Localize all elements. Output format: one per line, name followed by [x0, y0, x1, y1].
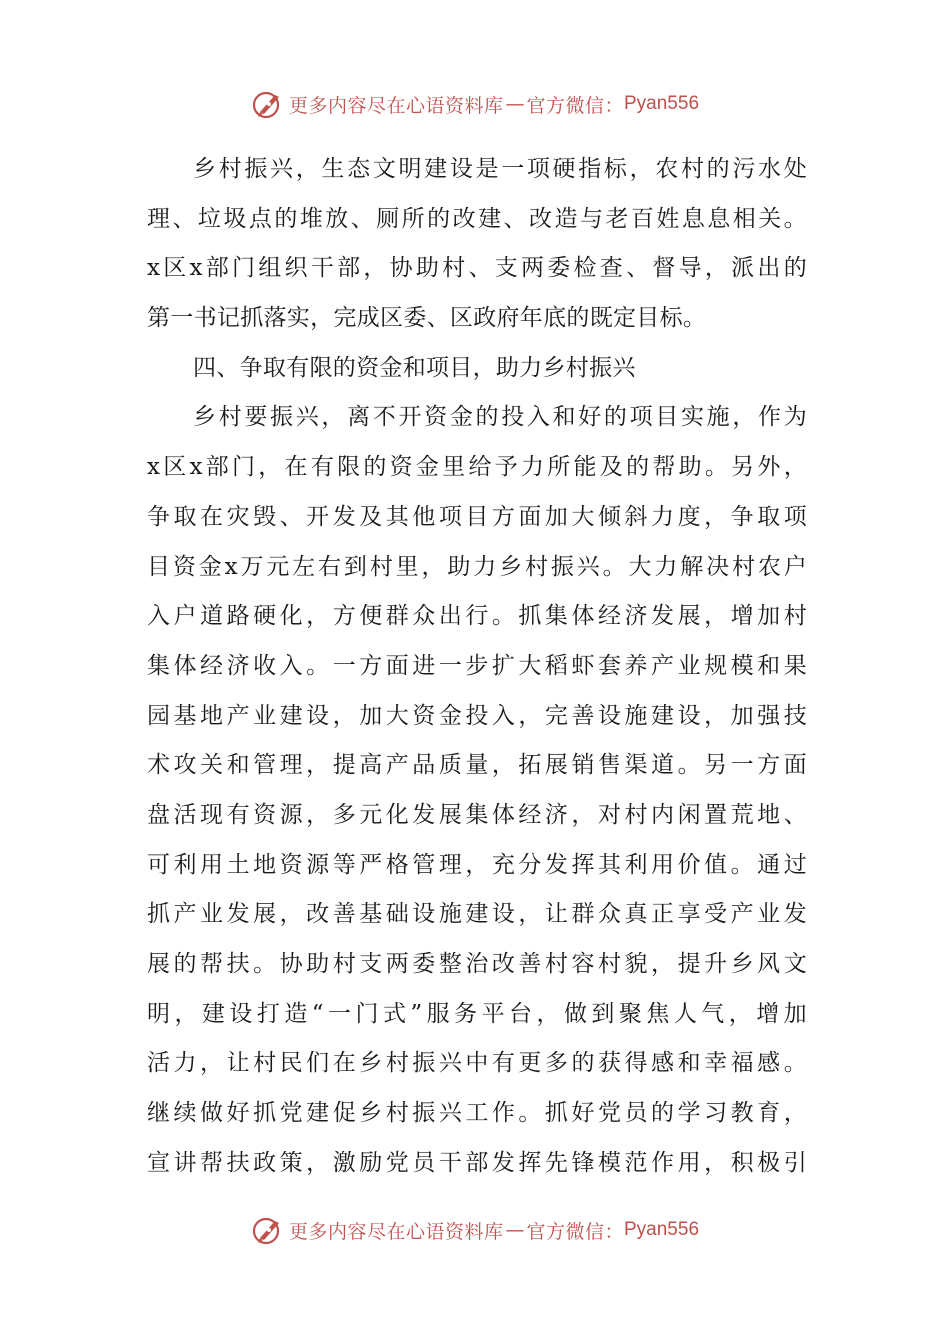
document-body — [147, 145, 807, 1188]
footer-watermark — [0, 1210, 950, 1250]
body-line: 继续做好抓党建促乡村振兴工作。抓好党员的学习教育， — [147, 1100, 807, 1127]
body-line: 争取在灾毁、开发及其他项目方面加大倾斜力度，争取项 — [147, 503, 807, 530]
watermark-site-text: 更多内容尽在心语资料库 — [288, 94, 504, 117]
body-line: 理、垃圾点的堆放、厕所的改建、改造与老百姓息息相关。 — [147, 205, 807, 232]
body-line: 乡村要振兴，离不开资金的投入和好的项目实施，作为 — [193, 404, 807, 431]
body-line: 宣讲帮扶政策，激励党员干部发挥先锋模范作用，积极引 — [147, 1149, 807, 1176]
body-line: 活力，让村民们在乡村振兴中有更多的获得感和幸福感。 — [147, 1050, 807, 1077]
body-line: 盘活现有资源，多元化发展集体经济，对村内闲置荒地、 — [147, 801, 807, 828]
body-line: 第一书记抓落实，完成区委、区政府年底的既定目标。 — [147, 305, 707, 332]
watermark-site-text: 更多内容尽在心语资料库 — [288, 1220, 504, 1243]
section-heading: 四、争取有限的资金和项目，助力乡村振兴 — [193, 354, 636, 381]
body-line: x区x部门组织干部，协助村、支两委检查、督导，派出的 — [147, 255, 807, 282]
watermark-contact-label: 官方微信： — [526, 1220, 624, 1243]
body-line: 园基地产业建设，加大资金投入，完善设施建设，加强技 — [147, 702, 807, 729]
body-line: 乡村振兴，生态文明建设是一项硬指标，农村的污水处 — [193, 156, 807, 182]
body-line: 目资金x万元左右到村里，助力乡村振兴。大力解决村农户 — [147, 553, 807, 580]
watermark-contact-id: Pyan556 — [624, 93, 700, 114]
pen-nib-circle-icon — [251, 1213, 285, 1247]
watermark-dash: — — [505, 1219, 525, 1241]
body-line: 可利用土地资源等严格管理，充分发挥其利用价值。通过 — [147, 851, 807, 878]
body-line: 展的帮扶。协助村支两委整治改善村容村貌，提升乡风文 — [147, 951, 807, 977]
watermark-contact-label: 官方微信： — [526, 94, 624, 117]
watermark-contact-id: Pyan556 — [624, 1219, 700, 1240]
body-line: 集体经济收入。一方面进一步扩大稻虾套养产业规模和果 — [147, 652, 807, 679]
pen-nib-circle-icon — [251, 87, 285, 121]
body-line: 抓产业发展，改善基础设施建设，让群众真正享受产业发 — [147, 901, 807, 928]
body-line: 入户道路硬化，方便群众出行。抓集体经济发展，增加村 — [147, 603, 807, 630]
body-line: x区x部门，在有限的资金里给予力所能及的帮助。另外， — [147, 454, 807, 481]
body-line: 明，建设打造“一门式”服务平台，做到聚焦人气，增加 — [147, 1000, 807, 1027]
watermark-dash: — — [505, 93, 525, 115]
header-watermark — [0, 84, 950, 124]
body-line: 术攻关和管理，提高产品质量，拓展销售渠道。另一方面 — [147, 752, 807, 779]
